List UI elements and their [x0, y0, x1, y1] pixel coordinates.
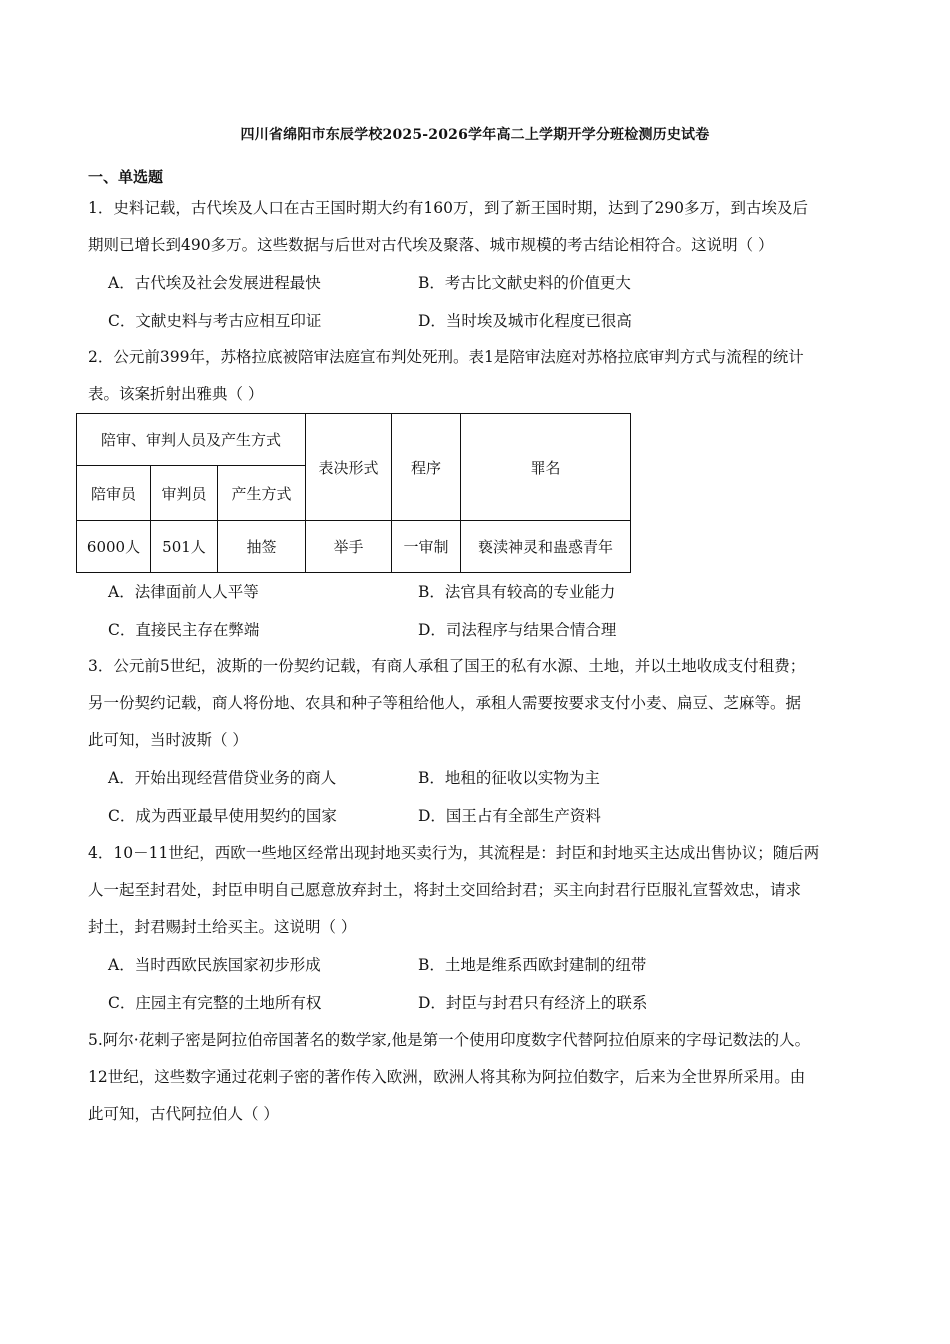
page-title: 四川省绵阳市东辰学校2025-2026学年高二上学期开学分班检测历史试卷 — [240, 127, 710, 143]
question-4 — [88, 835, 870, 946]
table-header-group: 陪审、审判人员及产生方式 — [77, 414, 306, 466]
question-1-option-c[interactable]: C．文献史料与考古应相互印证 — [108, 312, 322, 330]
question-2-option-d[interactable]: D．司法程序与结果合情合理 — [418, 621, 617, 639]
question-4-option-a[interactable]: A．当时西欧民族国家初步形成 — [108, 956, 321, 974]
section-heading: 一、单选题 — [88, 168, 164, 186]
question-5-line-1: 5.阿尔·花剌子密是阿拉伯帝国著名的数学家,他是第一个使用印度数字代替阿拉伯原来的字母记数法的人。 — [88, 1031, 811, 1049]
question-3-line-1: 3．公元前5世纪，波斯的一份契约记载，有商人承租了国王的私有水源、土地，并以土地收成支付租费； — [88, 657, 806, 675]
table-cell-crime: 亵渎神灵和蛊惑青年 — [461, 521, 631, 573]
question-2-line-2: 表。该案折射出雅典（ ） — [88, 385, 264, 403]
question-5-line-3: 此可知，古代阿拉伯人（ ） — [88, 1105, 279, 1123]
question-1-option-b[interactable]: B．考古比文献史料的价值更大 — [418, 274, 631, 292]
table-cell-jury: 6000人 — [77, 521, 151, 573]
question-1-option-d[interactable]: D．当时埃及城市化程度已很高 — [418, 312, 632, 330]
question-2-option-c[interactable]: C．直接民主存在弊端 — [108, 621, 260, 639]
question-3-line-3: 此可知，当时波斯（ ） — [88, 731, 248, 749]
question-5-line-2: 12世纪，这些数字通过花剌子密的著作传入欧洲，欧洲人将其称为阿拉伯数字，后来为全世界所采用。由 — [88, 1068, 806, 1086]
question-2-line-1: 2．公元前399年，苏格拉底被陪审法庭宣布判处死刑。表1是陪审法庭对苏格拉底审判方式与流程的统计 — [88, 348, 804, 366]
question-3-line-2: 另一份契约记载，商人将份地、农具和种子等租给他人，承租人需要按要求支付小麦、扁豆、芝麻等。据 — [88, 694, 802, 712]
table-cell-judge: 501人 — [151, 521, 218, 573]
table-header-method: 产生方式 — [218, 466, 306, 521]
table-header-jury: 陪审员 — [77, 466, 151, 521]
question-3-option-c[interactable]: C．成为西亚最早使用契约的国家 — [108, 807, 337, 825]
question-4-option-b[interactable]: B．土地是维系西欧封建制的纽带 — [418, 956, 647, 974]
question-4-option-d[interactable]: D．封臣与封君只有经济上的联系 — [418, 994, 648, 1012]
question-5 — [88, 1022, 870, 1133]
trial-table — [76, 413, 631, 573]
table-cell-vote: 举手 — [306, 521, 392, 573]
question-2 — [88, 339, 870, 413]
question-3-option-a[interactable]: A．开始出现经营借贷业务的商人 — [108, 769, 337, 787]
question-2-option-a[interactable]: A．法律面前人人平等 — [108, 583, 259, 601]
question-1-line-2: 期则已增长到490多万。这些数据与后世对古代埃及聚落、城市规模的考古结论相符合。这说明（ ） — [88, 236, 774, 254]
table-header-judge: 审判员 — [151, 466, 218, 521]
table-header-crime: 罪名 — [461, 414, 631, 521]
question-4-option-c[interactable]: C．庄园主有完整的土地所有权 — [108, 994, 322, 1012]
question-4-line-2: 人一起至封君处，封臣申明自己愿意放弃封土，将封土交回给封君；买主向封君行臣服礼宣誓效忠，请求 — [88, 881, 802, 899]
table-cell-method: 抽签 — [218, 521, 306, 573]
question-1 — [88, 190, 870, 264]
question-1-option-a[interactable]: A．古代埃及社会发展进程最快 — [108, 274, 321, 292]
table-header-vote: 表决形式 — [306, 414, 392, 521]
question-3-option-d[interactable]: D．国王占有全部生产资料 — [418, 807, 601, 825]
question-2-option-b[interactable]: B．法官具有较高的专业能力 — [418, 583, 616, 601]
question-1-line-1: 1．史料记载，古代埃及人口在古王国时期大约有160万，到了新王国时期，达到了290多万，到古埃及后 — [88, 199, 809, 217]
question-3-option-b[interactable]: B．地租的征收以实物为主 — [418, 769, 600, 787]
table-cell-procedure: 一审制 — [392, 521, 461, 573]
question-3 — [88, 648, 870, 759]
question-4-line-1: 4．10－11世纪，西欧一些地区经常出现封地买卖行为，其流程是：封臣和封地买主达成出售协议；随后两 — [88, 844, 820, 862]
question-4-line-3: 封土，封君赐封土给买主。这说明（ ） — [88, 918, 357, 936]
table-header-procedure: 程序 — [392, 414, 461, 521]
